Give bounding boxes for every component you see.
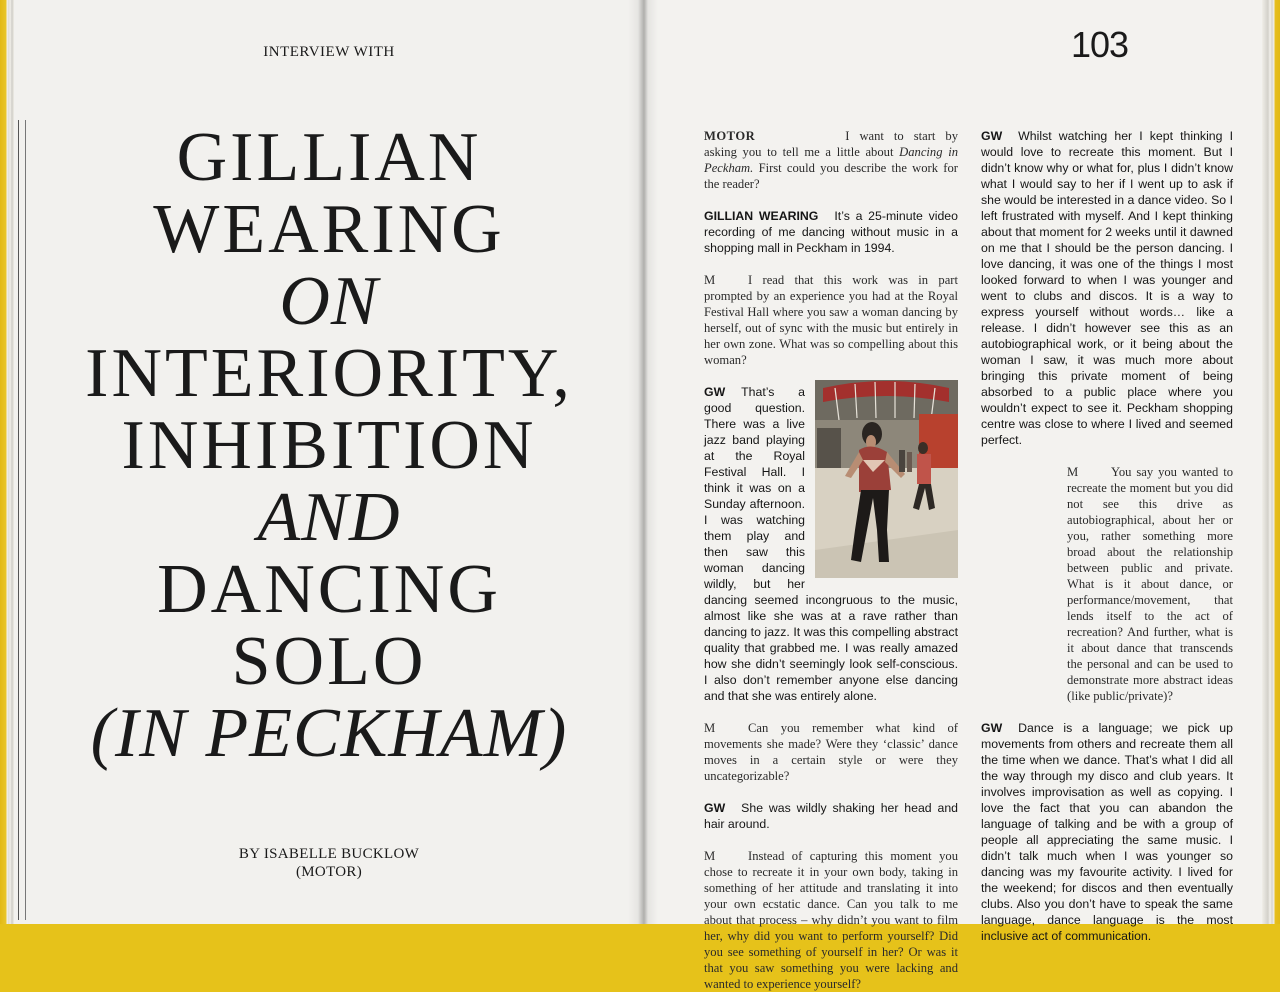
title-line: INHIBITION	[121, 407, 537, 484]
dancing-woman-image	[815, 380, 958, 578]
page-edges-left	[0, 0, 14, 924]
speaker-label: GW	[981, 129, 1003, 143]
title-line: ON	[279, 263, 379, 340]
question-paragraph: M Instead of capturing this moment you chose to recreate it in your own body, taking in something of her attitude and translating it into your own ecstatic dance. Can you talk to me about that process – why didn’t you want to film her, why did you want to perform yourself? Did you see something of yourself in her? Or was it that you saw something you were lacking and wanted to experience yourself?	[704, 849, 958, 991]
speaker-label: GW	[704, 385, 726, 399]
work-title: Dancing in Peckham.	[704, 145, 958, 175]
page-edges-right	[1262, 0, 1280, 924]
speaker-label: GILLIAN WEARING	[704, 209, 819, 223]
speaker-label: M	[704, 273, 716, 287]
speaker-label: M	[704, 721, 716, 735]
speaker-label: M	[1067, 465, 1079, 479]
article-title	[14, 119, 644, 772]
question-paragraph: M You say you wanted to recreate the moment but you did not see this drive as autobiographical, about her or you, rather something more broad about the relationship between public and private. What is it about dance, or performance/movement, that lends itself to the act of recreation? And further, what is it about dance that transcends the personal and can be used to demonstrate more abstract ideas (like public/private)?	[981, 464, 1233, 704]
title-line: SOLO	[231, 623, 427, 700]
dance-photo	[815, 380, 958, 578]
answer-paragraph: GW Whilst watching her I kept thinking I would love to recreate this moment. But I didn’t know why or what for, plus I didn’t know what I would say to her if I went up to ask if she would be interested in a dance video. So I left frustrated with myself. And I kept thinking about that moment for 2 weeks until it dawned on me that I should be the person dancing. I love dancing, it was one of the things I most looked forward to when I was younger and went to clubs and discos. It is a way to express yourself without words… like a release. I didn’t however see this as an autobiographical work, or it being about the woman I saw, it was much more about bringing this private moment of being absorbed to a public place where you wouldn’t expect to see it. Peckham shopping centre was close to where I lived and seemed perfect.	[981, 129, 1233, 447]
article-kicker: INTERVIEW WITH	[263, 44, 395, 60]
byline-affiliation: (MOTOR)	[296, 864, 362, 880]
page-number: 103	[1071, 24, 1129, 65]
answer-paragraph: GILLIAN WEARING It’s a 25-minute video recording of me dancing without music in a shopping mall in Peckham in 1994.	[704, 209, 958, 255]
interview-column-1	[704, 128, 958, 992]
byline	[14, 845, 644, 881]
speaker-label: GW	[704, 801, 726, 815]
speaker-label: M	[704, 849, 716, 863]
title-line: WEARING	[153, 191, 505, 268]
title-line: GILLIAN	[176, 119, 482, 196]
speaker-label: MOTOR	[704, 129, 756, 143]
photo-wrap-space	[981, 464, 1063, 704]
title-line: (IN PECKHAM)	[90, 695, 568, 772]
question-paragraph: M Can you remember what kind of movements she made? Were they ‘classic’ dance moves in a certain style or were they uncategorizable?	[704, 721, 958, 783]
answer-paragraph: GW That’s a good question. There was a live jazz band playing at the Royal Festival Hall. I think it was on a Sunday afternoon. I was watching them play and then saw this woman dancing wildly, but her dancing seemed incongruous to the music, almost like she was at a rave rather than dancing to jazz. It was this compelling abstract quality that grabbed me. I was really amazed how she didn’t seemingly look self-conscious. I also don’t remember anyone else dancing and that she was entirely alone.	[704, 384, 958, 704]
interview-column-2	[981, 128, 1233, 944]
answer-paragraph: GW Dance is a language; we pick up movements from others and recreate them all the time when we dance. That’s what I did all the way through my disco and club years. It involves improvisation as well as copying. I love the fact that you can abandon the language of talking and be with a group of people all appreciating the same music. I didn’t talk much when I was younger so dancing was my favourite activity. I lived for the weekend; for discos and then eventually clubs. Also you don’t have to speak the same language, dance language is the most inclusive act of communication.	[981, 721, 1233, 943]
speaker-label: GW	[981, 721, 1003, 735]
byline-author: BY ISABELLE BUCKLOW	[238, 846, 420, 862]
question-paragraph: MOTOR I want to start by asking you to tell me a little about Dancing in Peckham. First could you describe the work for the reader?	[704, 129, 958, 191]
title-line: AND	[257, 479, 401, 556]
answer-paragraph: GW She was wildly shaking her head and hair around.	[704, 801, 958, 831]
title-line: DANCING	[157, 551, 501, 628]
question-paragraph: M I read that this work was in part prompted by an experience you had at the Royal Festival Hall where you saw a woman dancing by herself, out of sync with the music but entirely in her own zone. What was so compelling about this woman?	[704, 273, 958, 367]
title-line: INTERIORITY,	[85, 335, 573, 412]
